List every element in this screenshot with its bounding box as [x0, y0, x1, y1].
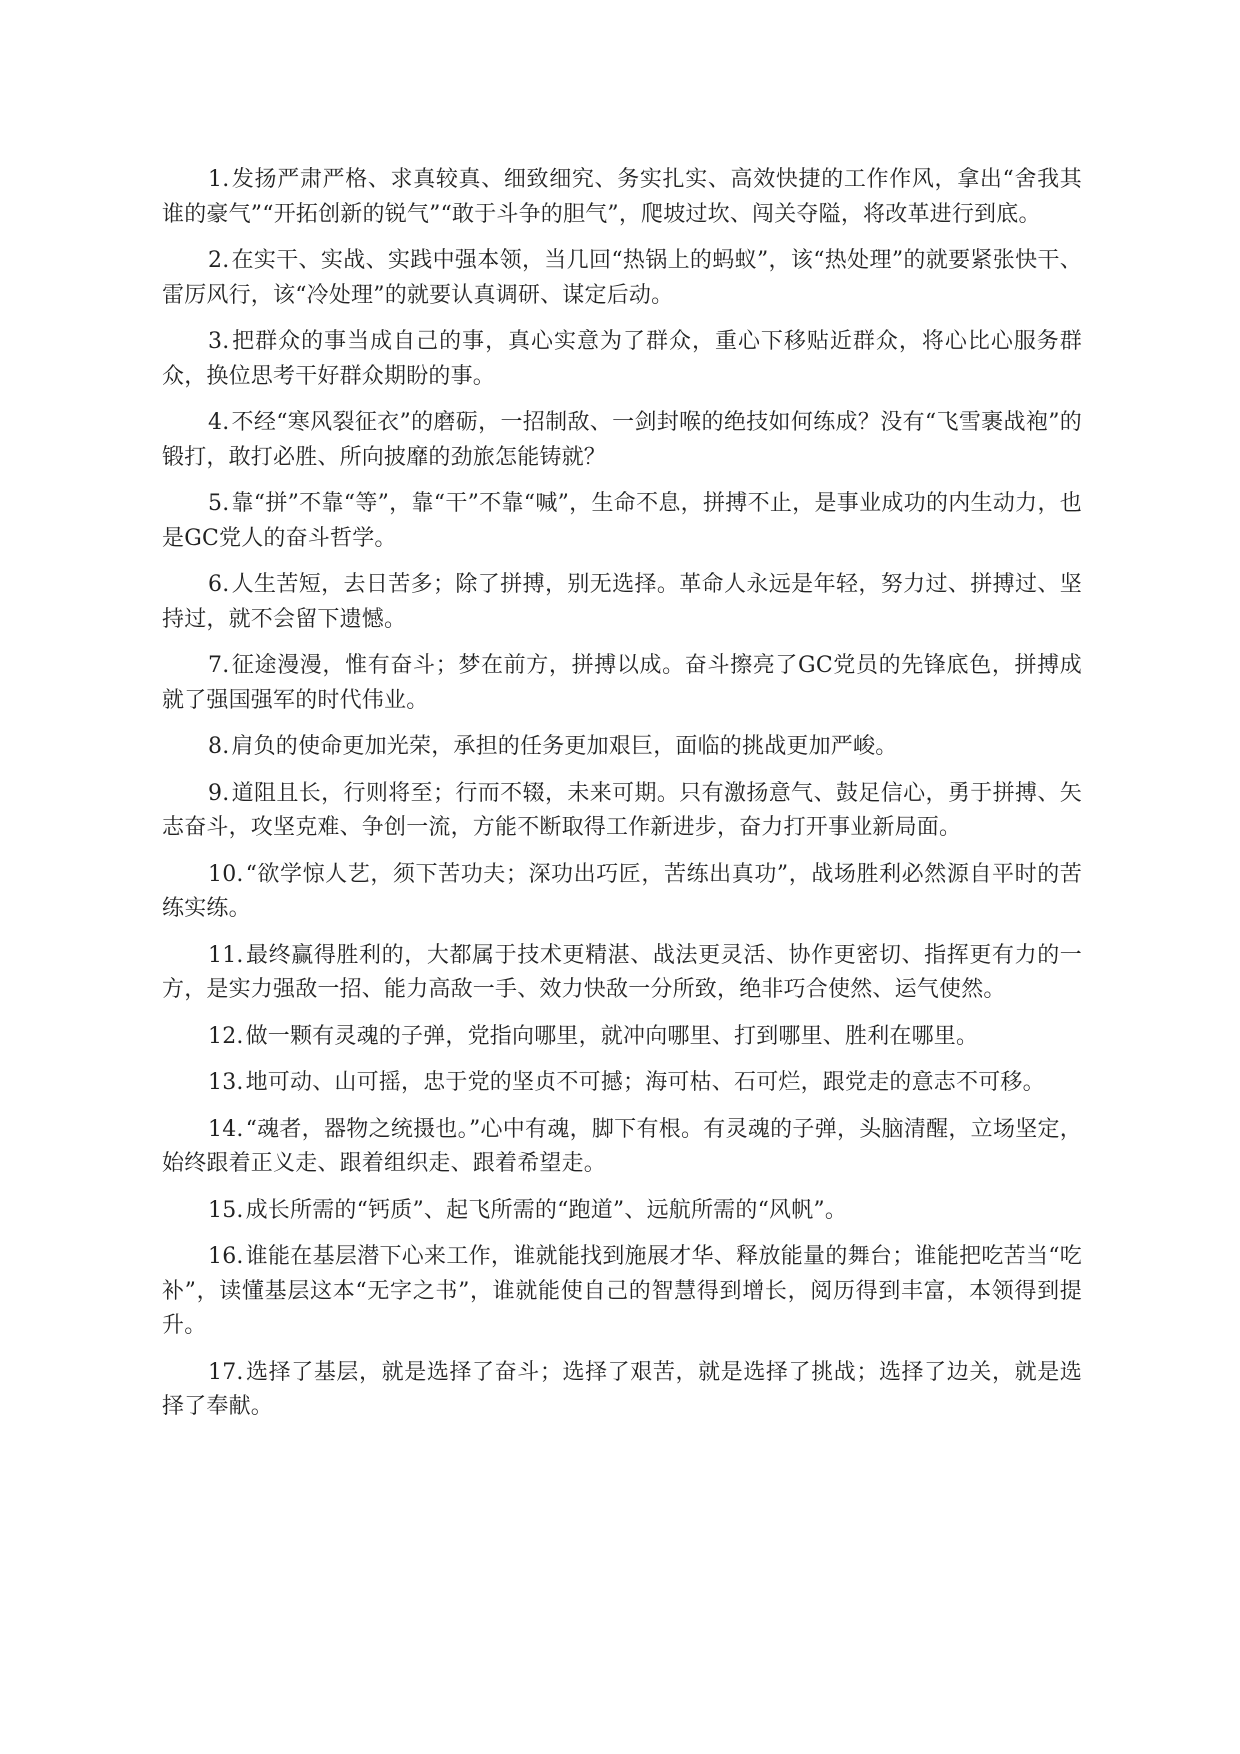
paragraph-3: [162, 325, 1082, 394]
paragraph-number: 4.: [208, 410, 230, 435]
paragraph-text: 地可动、山可摇，忠于党的坚贞不可撼；海可枯、石可烂，跟党走的意志不可移。: [245, 1070, 1045, 1095]
paragraph-text: 征途漫漫，惟有奋斗；梦在前方，拼搏以成。奋斗擦亮了GC党员的先锋底色，拼搏成就了强国强军的时代伟业。: [162, 653, 1082, 713]
paragraph-number: 10.: [208, 861, 244, 887]
paragraph-11: [162, 939, 1082, 1008]
paragraph-text: 选择了基层，就是选择了奋斗；选择了艰苦，就是选择了挑战；选择了边关，就是选择了奉献。: [162, 1359, 1082, 1419]
paragraph-text: 道阻且长，行则将至；行而不辍，未来可期。只有激扬意气、鼓足信心，勇于拼搏、矢志奋斗，攻坚克难、争创一流，方能不断取得工作新进步，奋力打开事业新局面。: [162, 780, 1082, 840]
paragraph-number: 6.: [208, 572, 230, 597]
paragraph-text: 靠“拼”不靠“等”，靠“干”不靠“喊”，生命不息，拼搏不止，是事业成功的内生动力，也是GC党人的奋斗哲学。: [162, 491, 1082, 551]
paragraph-15: [162, 1194, 1082, 1229]
paragraph-text: 成长所需的“钙质”、起飞所需的“跑道”、远航所需的“风帆”。: [245, 1197, 848, 1223]
paragraph-10: [162, 858, 1082, 927]
paragraph-text: 在实干、实战、实践中强本领，当几回“热锅上的蚂蚁”，该“热处理”的就要紧张快干、雷厉风行，该“冷处理”的就要认真调研、谋定后动。: [162, 248, 1082, 308]
paragraph-number: 12.: [208, 1023, 244, 1049]
paragraph-14: [162, 1113, 1082, 1182]
paragraph-2: [162, 244, 1082, 313]
paragraph-9: [162, 777, 1082, 846]
paragraph-5: [162, 487, 1082, 556]
paragraph-text: 做一颗有灵魂的子弹，党指向哪里，就冲向哪里、打到哪里、胜利在哪里。: [245, 1023, 979, 1049]
paragraph-text: 不经“寒风裂征衣”的磨砺，一招制敌、一剑封喉的绝技如何练成？没有“飞雪裹战袍”的锻打，敢打必胜、所向披靡的劲旅怎能铸就？: [162, 410, 1082, 470]
paragraph-number: 9.: [208, 780, 230, 806]
paragraph-16: [162, 1240, 1082, 1344]
paragraph-text: 谁能在基层潜下心来工作，谁就能找到施展才华、释放能量的舞台；谁能把吃苦当“吃补”，读懂基层这本“无字之书”，谁就能使自己的智慧得到增长，阅历得到丰富，本领得到提升。: [162, 1244, 1082, 1338]
paragraph-13: [162, 1066, 1082, 1101]
paragraph-number: 8.: [208, 734, 230, 759]
paragraph-number: 5.: [208, 491, 230, 516]
quote-list: [162, 163, 1082, 1425]
paragraph-number: 17.: [208, 1359, 244, 1385]
paragraph-number: 11.: [208, 942, 244, 968]
paragraph-8: [162, 730, 1082, 765]
paragraph-text: 肩负的使命更加光荣，承担的任务更加艰巨，面临的挑战更加严峻。: [231, 734, 898, 759]
paragraph-number: 14.: [208, 1116, 244, 1142]
paragraph-number: 13.: [208, 1070, 244, 1095]
paragraph-number: 16.: [208, 1244, 244, 1269]
paragraph-6: [162, 568, 1082, 637]
paragraph-1: [162, 163, 1082, 232]
paragraph-4: [162, 406, 1082, 475]
paragraph-number: 1.: [208, 167, 230, 192]
paragraph-12: [162, 1020, 1082, 1055]
paragraph-text: 最终赢得胜利的，大都属于技术更精湛、战法更灵活、协作更密切、指挥更有力的一方，是实力强敌一招、能力高敌一手、效力快敌一分所致，绝非巧合使然、运气使然。: [162, 942, 1082, 1002]
paragraph-text: 发扬严肃严格、求真较真、细致细究、务实扎实、高效快捷的工作作风，拿出“舍我其谁的豪气”“开拓创新的锐气”“敢于斗争的胆气”，爬坡过坎、闯关夺隘，将改革进行到底。: [162, 167, 1082, 227]
paragraph-text: 把群众的事当成自己的事，真心实意为了群众，重心下移贴近群众，将心比心服务群众，换位思考干好群众期盼的事。: [162, 329, 1082, 389]
paragraph-number: 2.: [208, 248, 230, 273]
paragraph-number: 3.: [208, 329, 230, 354]
paragraph-number: 15.: [208, 1197, 244, 1223]
paragraph-7: [162, 649, 1082, 718]
paragraph-text: “欲学惊人艺，须下苦功夫；深功出巧匠，苦练出真功”，战场胜利必然源自平时的苦练实练。: [162, 861, 1082, 921]
paragraph-text: “魂者，器物之统摄也。”心中有魂，脚下有根。有灵魂的子弹，头脑清醒，立场坚定，始终跟着正义走、跟着组织走、跟着希望走。: [162, 1116, 1082, 1176]
paragraph-17: [162, 1356, 1082, 1425]
paragraph-number: 7.: [208, 653, 230, 678]
paragraph-text: 人生苦短，去日苦多；除了拼搏，别无选择。革命人永远是年轻，努力过、拼搏过、坚持过，就不会留下遗憾。: [162, 572, 1082, 632]
